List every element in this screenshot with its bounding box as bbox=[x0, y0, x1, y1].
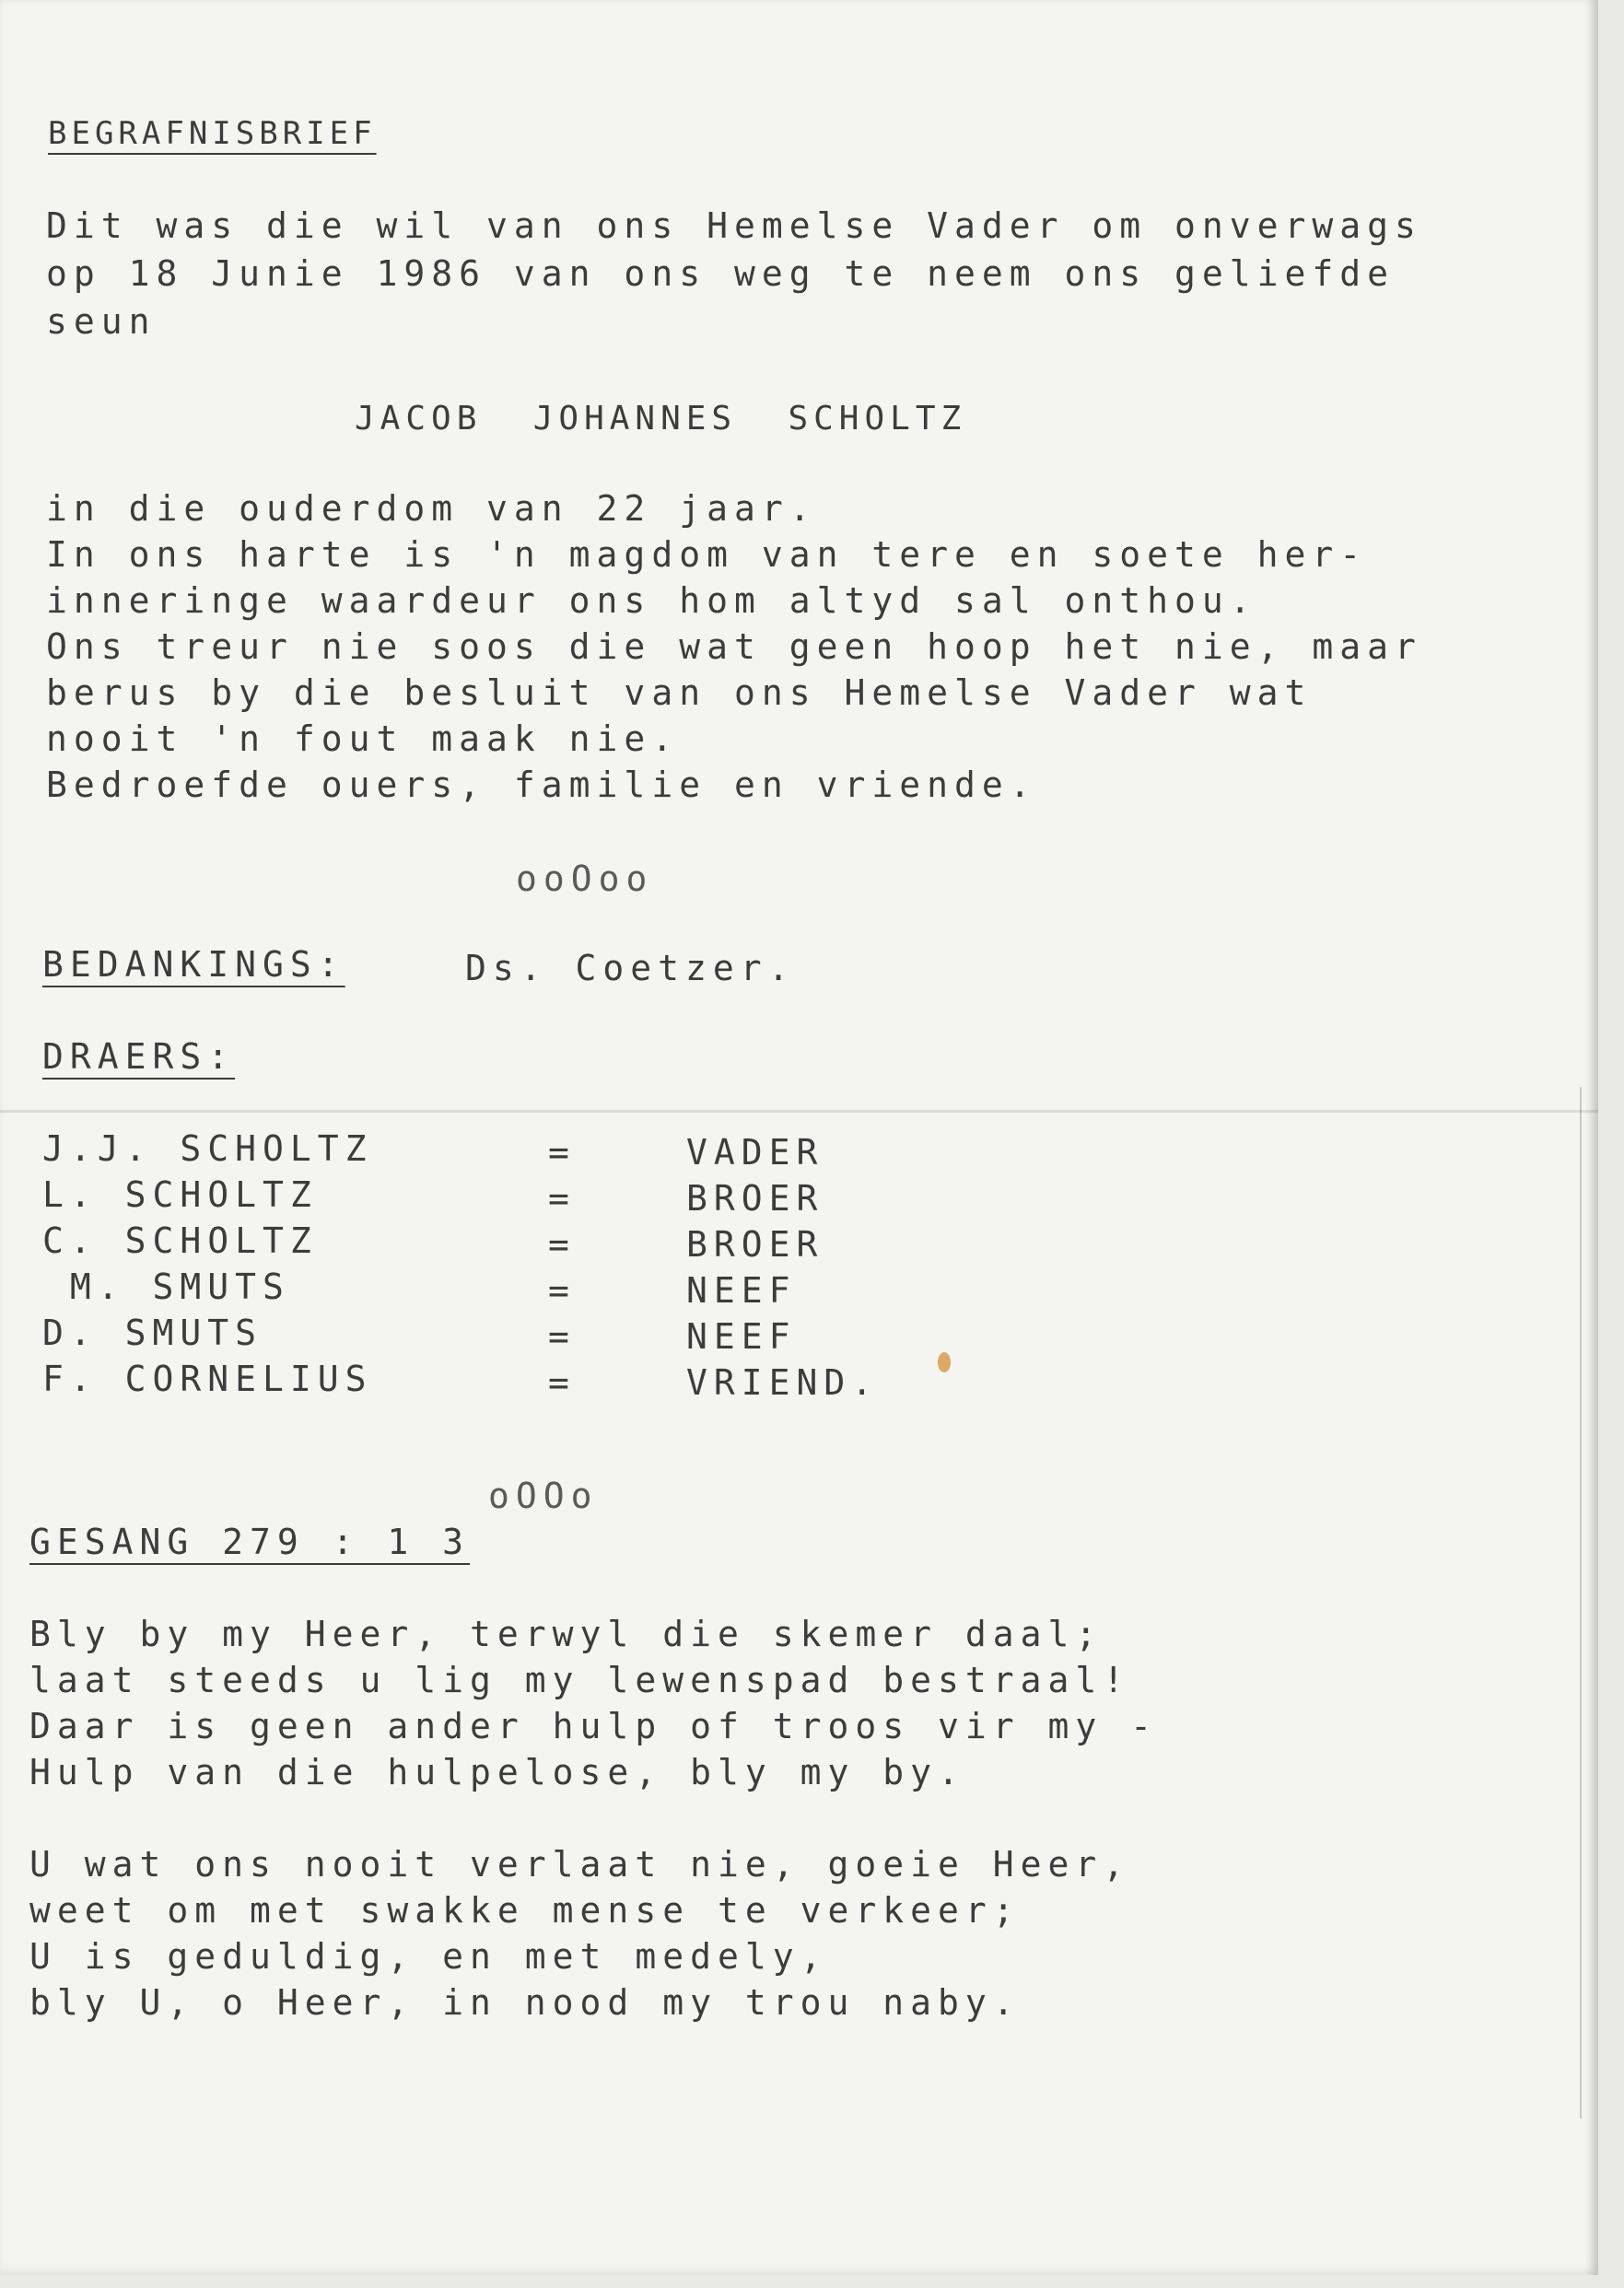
bearer-eq-2: = bbox=[548, 1178, 576, 1219]
separator-ornament-2: oOOo bbox=[488, 1476, 599, 1516]
hymn-verse1-line-4: Hulp van die hulpelose, bly my by. bbox=[29, 1752, 965, 1792]
body-line-4: Ons treur nie soos die wat geen hoop het nie, maar bbox=[46, 626, 1422, 667]
bearer-name-5: D. SMUTS bbox=[42, 1313, 263, 1353]
paper-edge-line bbox=[1580, 1087, 1582, 2119]
bearer-eq-5: = bbox=[548, 1316, 576, 1357]
hymn-verse1-line-1: Bly by my Heer, terwyl die skemer daal; bbox=[29, 1614, 1104, 1654]
document-heading: BEGRAFNISBRIEF bbox=[48, 115, 377, 152]
hymn-verse1-line-3: Daar is geen ander hulp of troos vir my - bbox=[29, 1706, 1158, 1746]
bearer-eq-6: = bbox=[548, 1362, 576, 1403]
separator-ornament: ooOoo bbox=[516, 858, 654, 899]
body-line-5: berus by die besluit van ons Hemelse Vader wat bbox=[46, 672, 1313, 713]
intro-line-1: Dit was die wil van ons Hemelse Vader om onverwags bbox=[46, 205, 1422, 246]
hymn-verse2-line-1: U wat ons nooit verlaat nie, goeie Heer, bbox=[29, 1844, 1131, 1885]
hymn-title: GESANG 279 : 1 3 bbox=[29, 1522, 471, 1562]
bearer-relation-4: NEEF bbox=[686, 1270, 797, 1311]
thanks-value: Ds. Coetzer. bbox=[465, 948, 796, 988]
body-line-3: inneringe waardeur ons hom altyd sal onthou. bbox=[46, 580, 1257, 621]
bearers-label: DRAERS: bbox=[42, 1036, 236, 1077]
hymn-verse2-line-2: weet om met swakke mense te verkeer; bbox=[29, 1890, 1021, 1931]
intro-line-2: op 18 Junie 1986 van ons weg te neem ons geliefde bbox=[46, 253, 1396, 294]
body-line-7: Bedroefde ouers, familie en vriende. bbox=[46, 765, 1037, 805]
deceased-name: JACOB JOHANNES SCHOLTZ bbox=[355, 400, 967, 438]
intro-line-3: seun bbox=[46, 301, 157, 342]
body-line-6: nooit 'n fout maak nie. bbox=[46, 718, 680, 759]
thanks-label: BEDANKINGS: bbox=[42, 944, 345, 985]
paper-fold-horizontal bbox=[0, 1110, 1598, 1113]
bearer-relation-5: NEEF bbox=[686, 1316, 797, 1357]
paper-stain bbox=[938, 1352, 951, 1372]
hymn-verse1-line-2: laat steeds u lig my lewenspad bestraal! bbox=[29, 1660, 1131, 1700]
bearer-eq-3: = bbox=[548, 1224, 576, 1265]
hymn-verse2-line-4: bly U, o Heer, in nood my trou naby. bbox=[29, 1982, 1021, 2023]
bearer-name-2: L. SCHOLTZ bbox=[42, 1174, 318, 1215]
bearer-relation-6: VRIEND. bbox=[686, 1362, 880, 1403]
body-line-2: In ons harte is 'n magdom van tere en soete her- bbox=[46, 534, 1368, 575]
bearer-eq-1: = bbox=[548, 1132, 576, 1173]
body-line-1: in die ouderdom van 22 jaar. bbox=[46, 488, 817, 529]
bearer-relation-2: BROER bbox=[686, 1178, 824, 1219]
bearer-name-1: J.J. SCHOLTZ bbox=[42, 1128, 373, 1169]
bearer-name-3: C. SCHOLTZ bbox=[42, 1220, 318, 1261]
bearer-relation-1: VADER bbox=[686, 1132, 824, 1173]
bearer-name-4: M. SMUTS bbox=[42, 1267, 290, 1307]
bearer-relation-3: BROER bbox=[686, 1224, 824, 1265]
bearer-name-6: F. CORNELIUS bbox=[42, 1359, 373, 1399]
bearer-eq-4: = bbox=[548, 1270, 576, 1311]
hymn-verse2-line-3: U is geduldig, en met medely, bbox=[29, 1936, 828, 1977]
